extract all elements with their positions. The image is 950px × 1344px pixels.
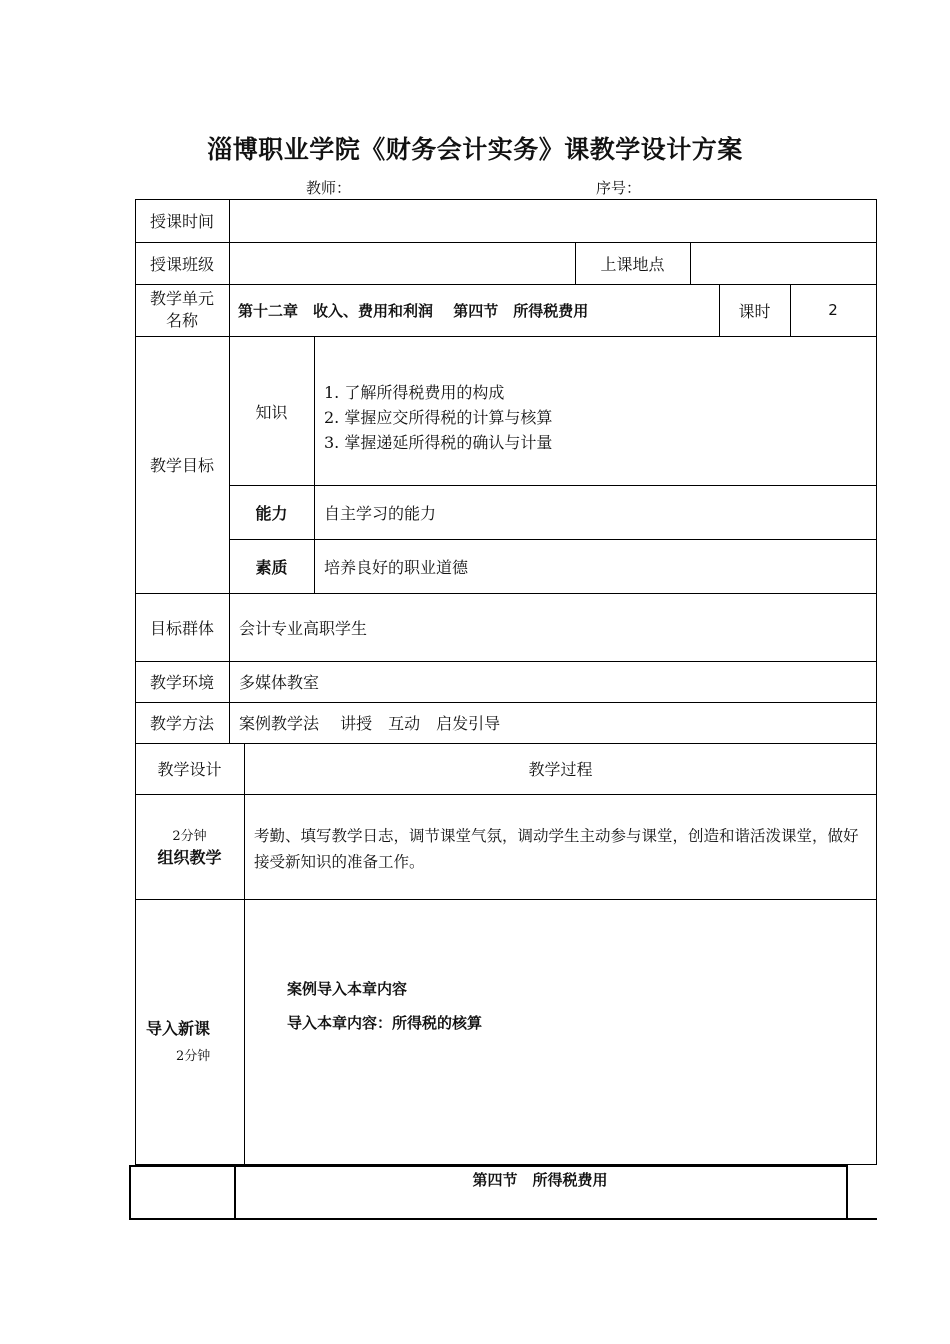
page-title: 淄博职业学院《财务会计实务》课教学设计方案 bbox=[207, 135, 743, 164]
unit-name: 第十二章 收入、费用和利润 第四节 所得税费用 bbox=[238, 301, 589, 320]
hours-label: 课时 bbox=[738, 301, 771, 321]
unit-label-line2: 名称 bbox=[165, 311, 198, 330]
method-value: 案例教学法 讲授 互动 启发引导 bbox=[239, 714, 501, 733]
process-label: 教学过程 bbox=[528, 760, 593, 779]
organize-label: 组织教学 bbox=[157, 848, 222, 867]
hours-value: 2 bbox=[828, 301, 838, 319]
class-label: 授课班级 bbox=[149, 254, 214, 274]
class-value[interactable] bbox=[230, 242, 575, 284]
time-label: 授课时间 bbox=[149, 212, 214, 231]
quality-label: 素质 bbox=[255, 557, 288, 577]
unit-label-line1: 教学单元 bbox=[149, 289, 214, 308]
target-group-value: 会计专业高职学生 bbox=[239, 618, 368, 638]
unit-label bbox=[135, 284, 229, 336]
knowledge-list bbox=[324, 380, 552, 455]
organize-text: 考勤、填写教学日志，调节课堂气氛，调动学生主动参与课堂，创造和谐活泼课堂，做好接受新知识的准备工作。 bbox=[254, 827, 859, 871]
environment-label: 教学环境 bbox=[149, 673, 214, 692]
intro-line-2: 导入本章内容：所得税的核算 bbox=[287, 1014, 483, 1032]
organize-cell bbox=[135, 794, 244, 899]
intro-minutes: 2分钟 bbox=[176, 1049, 211, 1064]
knowledge-item: 2. 掌握应交所得税的计算与核算 bbox=[324, 408, 553, 427]
environment-value: 多媒体教室 bbox=[239, 673, 320, 692]
objectives-label: 教学目标 bbox=[149, 456, 214, 475]
ability-label: 能力 bbox=[255, 503, 288, 523]
organize-minutes: 2分钟 bbox=[172, 829, 207, 844]
method-label: 教学方法 bbox=[149, 714, 214, 733]
serial-label: 序号： bbox=[596, 179, 642, 197]
target-group-label: 目标群体 bbox=[149, 618, 214, 638]
section-title: 第四节 所得税费用 bbox=[472, 1171, 608, 1189]
time-value[interactable] bbox=[230, 199, 876, 242]
location-value[interactable] bbox=[691, 242, 876, 284]
knowledge-item: 1. 了解所得税费用的构成 bbox=[324, 383, 505, 402]
design-label: 教学设计 bbox=[157, 760, 222, 779]
location-label: 上课地点 bbox=[600, 254, 665, 274]
intro-label: 导入新课 bbox=[146, 1019, 211, 1038]
quality-value: 培养良好的职业道德 bbox=[324, 557, 469, 577]
knowledge-label: 知识 bbox=[255, 403, 288, 422]
knowledge-item: 3. 掌握递延所得税的确认与计量 bbox=[324, 433, 553, 452]
teacher-label: 教师： bbox=[306, 179, 352, 197]
ability-value: 自主学习的能力 bbox=[324, 503, 437, 523]
intro-line-1: 案例导入本章内容 bbox=[287, 980, 408, 998]
